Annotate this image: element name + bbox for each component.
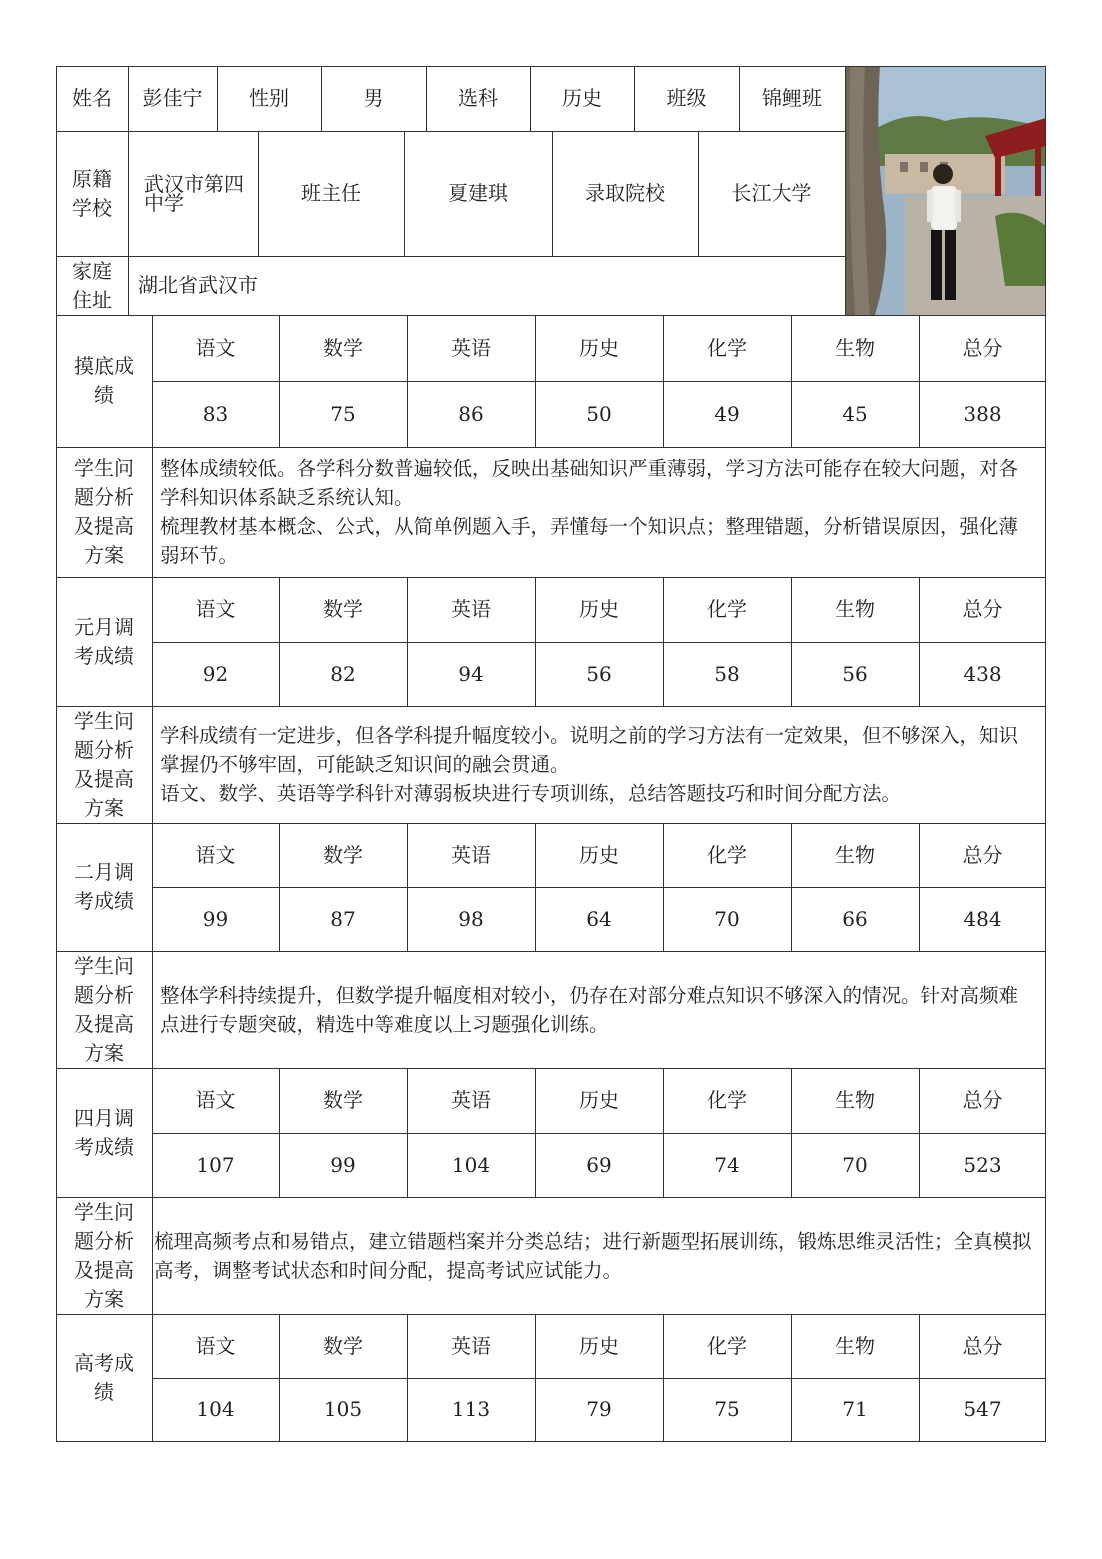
subject-header: 历史: [579, 1088, 619, 1112]
analysis-text: 梳理高频考点和易错点，建立错题档案并分类总结；进行新题型拓展训练，锻炼思维灵活性；全真模拟高考，调整考试状态和时间分配，提高考试应试能力。: [154, 1229, 1032, 1282]
score-cell: 71: [842, 1397, 868, 1421]
exam-label-text: 摸底成绩: [74, 354, 134, 407]
subject-header: 英语: [451, 597, 491, 621]
subject-header: 英语: [451, 1333, 491, 1358]
grid-line: [152, 706, 153, 823]
score-cell: 50: [586, 401, 612, 426]
subject-header: 语文: [195, 335, 236, 360]
subject-header: 数学: [323, 842, 363, 867]
analysis-label: [56, 706, 152, 823]
student-photo: [845, 66, 1046, 315]
exam-label-text: 二月调考成绩: [74, 860, 134, 913]
grid-line: [404, 131, 405, 256]
admit-label: 录取院校: [585, 181, 665, 205]
grid-line: [698, 131, 699, 256]
score-cell: 547: [963, 1397, 1002, 1421]
score-cell: 388: [963, 401, 1002, 426]
subject-header: 历史: [579, 1333, 619, 1358]
score-cell: 83: [202, 401, 229, 426]
grid-line: [128, 131, 129, 256]
class-value: 锦鲤班: [762, 86, 822, 110]
subject-header: 数学: [323, 1088, 363, 1112]
grid-line: [426, 66, 427, 131]
subject-header: 英语: [451, 1088, 491, 1112]
subject-header: 语文: [195, 1333, 236, 1358]
score-cell: 58: [714, 661, 740, 686]
student-record-table: [56, 66, 1046, 1441]
subject-header: 生物: [835, 335, 875, 360]
name-value: 彭佳宁: [142, 86, 203, 110]
analysis-label: [56, 1197, 152, 1314]
score-cell: 87: [330, 906, 356, 931]
subject-header: 化学: [707, 1088, 747, 1112]
score-cell: 45: [842, 401, 868, 426]
subject-header: 化学: [707, 842, 747, 867]
subject-header: 历史: [579, 842, 619, 867]
exam-label: [56, 315, 152, 447]
subject-header: 数学: [323, 597, 363, 621]
score-cell: 79: [586, 1397, 612, 1421]
score-cell: 56: [586, 661, 612, 686]
score-cell: 82: [330, 661, 356, 686]
subject-header: 数学: [323, 335, 363, 360]
grid-line: [739, 66, 740, 131]
score-cell: 107: [196, 1152, 235, 1177]
gender-label: 性别: [249, 86, 289, 110]
subject-header: 历史: [579, 597, 619, 621]
subject-header: 总分: [962, 842, 1003, 867]
subject-value: 历史: [562, 86, 602, 110]
analysis-text: 学科成绩有一定进步，但各学科提升幅度较小。说明之前的学习方法有一定效果，但不够深入，知识掌握仍不够牢固，可能缺乏知识间的融会贯通。 语文、数学、英语等学科针对薄弱板块进行专项训练，总结答题技巧和时间分配方法。: [160, 724, 1019, 805]
analysis-label: [56, 447, 152, 577]
score-cell: 105: [323, 1397, 363, 1421]
score-cell: 69: [586, 1152, 612, 1177]
score-cell: 86: [458, 401, 484, 426]
subject-header: 英语: [451, 842, 491, 867]
grid-line: [258, 131, 259, 256]
score-cell: 70: [842, 1152, 868, 1177]
subject-header: 总分: [962, 1088, 1003, 1112]
score-cell: 92: [202, 661, 229, 686]
grid-line: [152, 447, 153, 577]
score-cell: 94: [458, 661, 484, 686]
school-label: 原籍学校: [72, 166, 112, 220]
grid-line: [634, 66, 635, 131]
teacher-label: 班主任: [301, 181, 361, 205]
exam-label-text: 四月调考成绩: [74, 1105, 134, 1159]
analysis-label-text: 学生问题分析及提高方案: [74, 708, 134, 820]
grid-line: [128, 66, 129, 131]
grid-line: [152, 1197, 153, 1314]
address-value: 湖北省武汉市: [138, 273, 258, 297]
score-cell: 99: [202, 906, 229, 931]
analysis-label-text: 学生问题分析及提高方案: [74, 953, 134, 1065]
subject-header: 生物: [835, 842, 875, 867]
grid-line: [217, 66, 218, 131]
admit-value: 长江大学: [731, 181, 812, 205]
score-cell: 66: [842, 906, 868, 931]
score-cell: 56: [842, 661, 868, 686]
name-label: 姓名: [72, 86, 112, 110]
score-cell: 75: [714, 1397, 740, 1421]
subject-header: 生物: [835, 597, 875, 621]
class-label: 班级: [666, 86, 707, 110]
exam-label: [56, 1314, 152, 1441]
exam-label: [56, 577, 152, 706]
subject-header: 总分: [962, 335, 1003, 360]
subject-header: 化学: [707, 1333, 747, 1358]
address-label: 家庭住址: [72, 258, 112, 312]
score-cell: 523: [963, 1152, 1002, 1177]
subject-label: 选科: [458, 86, 498, 110]
analysis-label-text: 学生问题分析及提高方案: [74, 1199, 134, 1311]
subject-header: 语文: [195, 842, 236, 867]
exam-label: [56, 823, 152, 951]
subject-header: 化学: [707, 335, 747, 360]
subject-header: 语文: [195, 1088, 236, 1112]
subject-header: 数学: [323, 1333, 363, 1358]
subject-header: 生物: [835, 1333, 875, 1358]
subject-header: 化学: [707, 597, 747, 621]
grid-line: [56, 66, 1046, 67]
score-cell: 64: [586, 906, 612, 931]
subject-header: 语文: [195, 597, 236, 621]
grid-line: [845, 66, 846, 315]
score-cell: 99: [330, 1152, 356, 1177]
score-cell: 74: [714, 1152, 740, 1177]
score-cell: 75: [330, 401, 356, 426]
score-cell: 438: [963, 661, 1002, 686]
school-value: 武汉市第四中学: [144, 171, 244, 215]
score-cell: 104: [451, 1152, 491, 1177]
subject-header: 英语: [451, 335, 491, 360]
score-cell: 484: [963, 906, 1002, 931]
grid-line: [56, 1441, 1046, 1442]
grid-line: [552, 131, 553, 256]
grid-line: [530, 66, 531, 131]
grid-line: [152, 951, 153, 1068]
grid-line: [56, 131, 845, 132]
score-cell: 113: [451, 1397, 491, 1421]
score-cell: 49: [714, 401, 740, 426]
grid-line: [128, 256, 129, 315]
grid-line: [1045, 66, 1046, 1441]
analysis-text: 整体成绩较低。各学科分数普遍较低，反映出基础知识严重薄弱，学习方法可能存在较大问题，对各学科知识体系缺乏系统认知。 梳理教材基本概念、公式，从简单例题入手，弄懂每一个知识点；整理错题，分析错误原因，强化薄弱环节。: [160, 457, 1019, 567]
analysis-label-text: 学生问题分析及提高方案: [74, 456, 134, 567]
score-cell: 98: [458, 906, 484, 931]
subject-header: 总分: [962, 1333, 1003, 1358]
analysis-label: [56, 951, 152, 1068]
grid-line: [321, 66, 322, 131]
subject-header: 生物: [835, 1088, 875, 1112]
score-cell: 70: [714, 906, 740, 931]
exam-label-text: 元月调考成绩: [74, 614, 134, 668]
analysis-text: 整体学科持续提升，但数学提升幅度相对较小，仍存在对部分难点知识不够深入的情况。针对高频难点进行专题突破，精选中等难度以上习题强化训练。: [160, 983, 1019, 1036]
teacher-value: 夏建琪: [448, 181, 508, 205]
subject-header: 总分: [962, 597, 1003, 621]
score-cell: 104: [196, 1397, 235, 1421]
grid-line: [56, 256, 845, 257]
subject-header: 历史: [579, 335, 619, 360]
exam-label-text: 高考成绩: [74, 1350, 134, 1404]
exam-label: [56, 1068, 152, 1197]
gender-value: 男: [363, 86, 384, 110]
